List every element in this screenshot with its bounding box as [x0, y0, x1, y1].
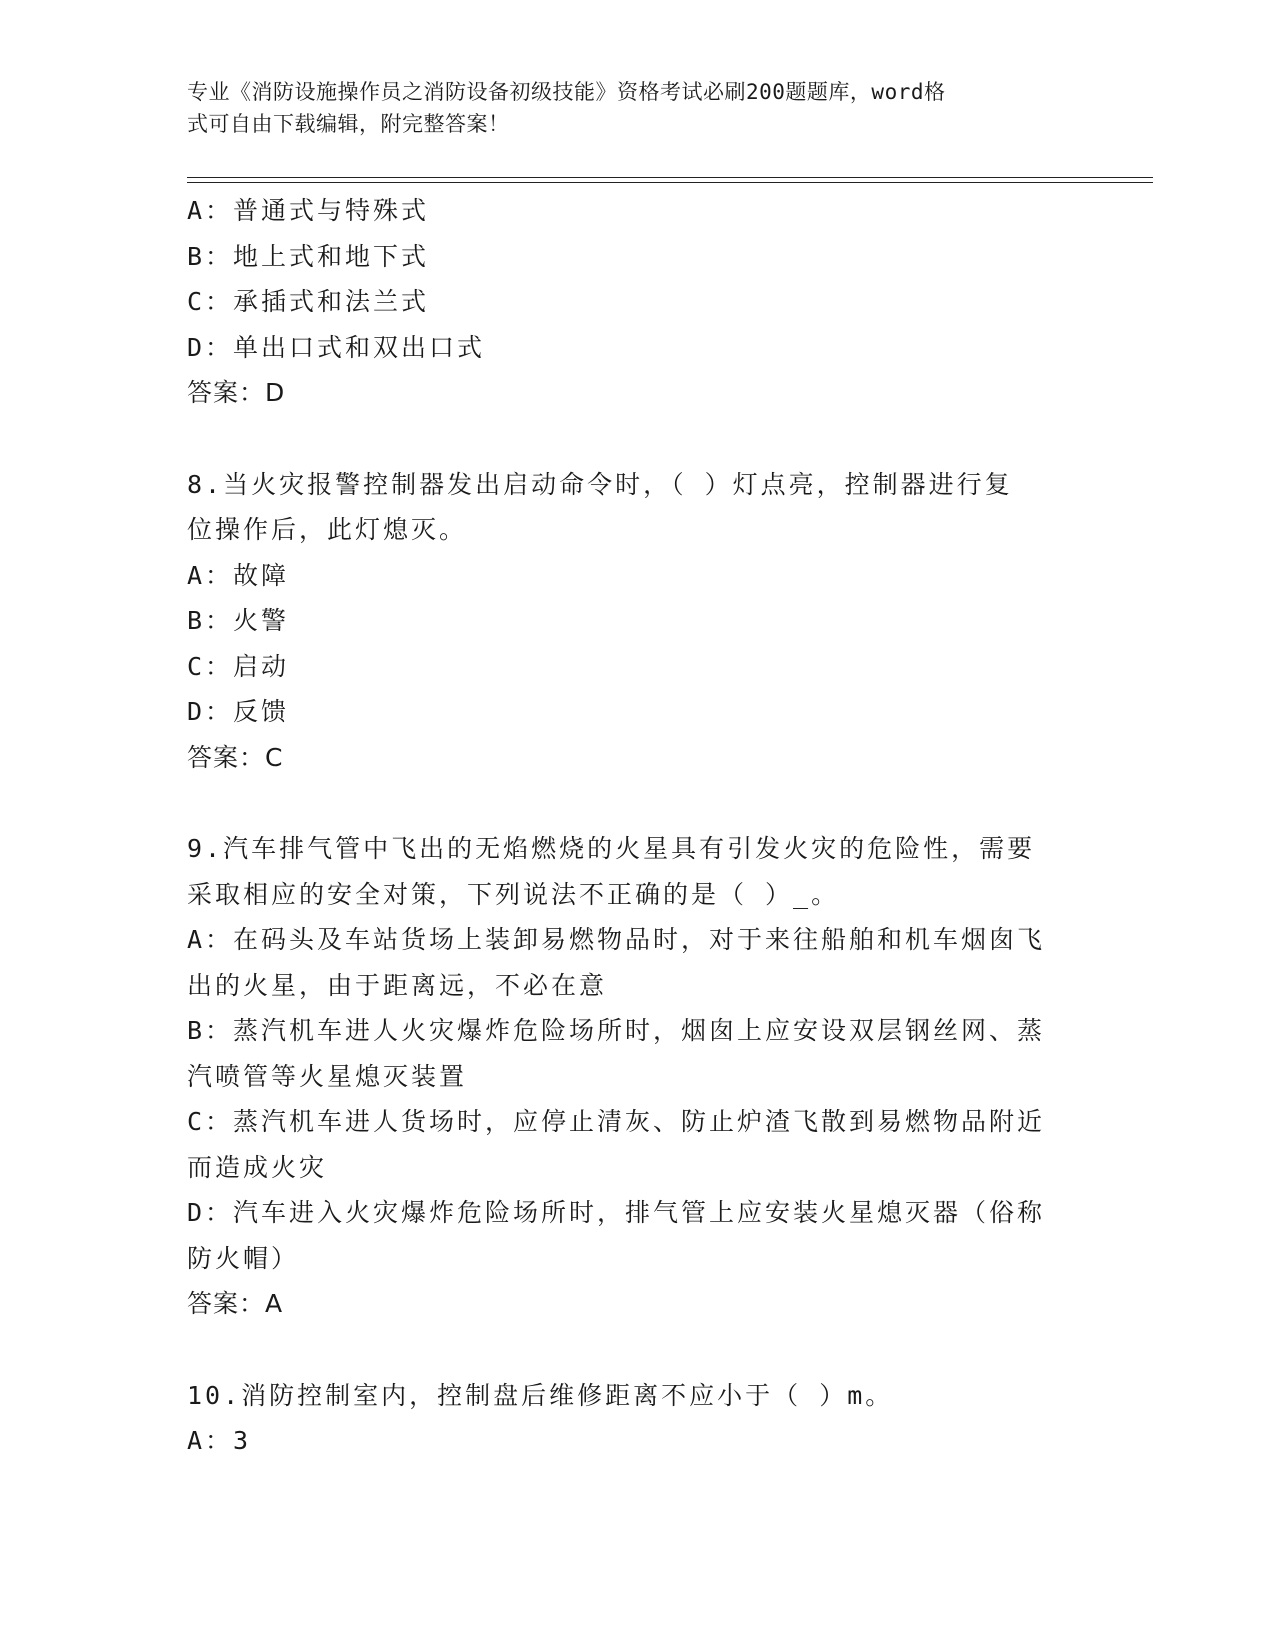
question-7: [187, 188, 1087, 416]
q9-option-b-line-1: B：蒸汽机车进人火灾爆炸危险场所时，烟囱上应安设双层钢丝网、蒸: [187, 1016, 1046, 1045]
spacer: [187, 780, 1087, 826]
q9-option-c-line-1: C：蒸汽机车进人货场时，应停止清灰、防止炉渣飞散到易燃物品附近: [187, 1107, 1046, 1136]
q9-option-b-line-2: 汽喷管等火星熄灭装置: [187, 1061, 468, 1091]
q8-option-c: C：启动: [187, 651, 290, 681]
spacer: [187, 1327, 1087, 1373]
q7-option-a: A：普通式与特殊式: [187, 196, 430, 225]
q10-stem-line-1: 10.消防控制室内，控制盘后维修距离不应小于（ ）m。: [187, 1380, 894, 1410]
header-line-1: 专业《消防设施操作员之消防设备初级技能》资格考试必刷200题题库，word格: [187, 80, 946, 104]
q7-option-c: C：承插式和法兰式: [187, 287, 430, 316]
header-divider-bottom: [187, 182, 1153, 183]
q9-option-d-line-2: 防火帽）: [187, 1243, 300, 1273]
question-8: [187, 462, 1087, 781]
q7-option-d: D：单出口式和双出口式: [187, 332, 486, 362]
q9-answer: 答案：A: [187, 1289, 284, 1318]
q9-option-a-line-2: 出的火星，由于距离远，不必在意: [187, 970, 608, 1000]
question-list: [187, 188, 1087, 1464]
q10-option-a: A：3: [187, 1426, 252, 1455]
question-9: [187, 826, 1087, 1327]
q9-option-c-line-2: 而造成火灾: [187, 1152, 328, 1182]
q8-option-b: B：火警: [187, 606, 290, 635]
header-divider-top: [187, 177, 1153, 178]
q8-option-a: A：故障: [187, 560, 290, 590]
spacer: [187, 416, 1087, 462]
header-line-2: 式可自由下载编辑，附完整答案！: [187, 112, 510, 136]
q9-option-a-line-1: A：在码头及车站货场上装卸易燃物品时，对于来往船舶和机车烟囱飞: [187, 925, 1046, 954]
q8-stem-line-2: 位操作后，此灯熄灭。: [187, 515, 468, 544]
q8-option-d: D：反馈: [187, 697, 290, 726]
q8-answer: 答案：C: [187, 742, 284, 772]
document-header: [187, 76, 1067, 140]
q7-answer: 答案：D: [187, 378, 286, 407]
q9-stem-line-1: 9.汽车排气管中飞出的无焰燃烧的火星具有引发火灾的危险性，需要: [187, 834, 1036, 863]
q9-stem-line-2: 采取相应的安全对策，下列说法不正确的是（ ）_。: [187, 879, 840, 909]
q7-option-b: B：地上式和地下式: [187, 241, 430, 271]
question-10: [187, 1373, 1087, 1464]
q9-option-d-line-1: D：汽车进入火灾爆炸危险场所时，排气管上应安装火星熄灭器（俗称: [187, 1198, 1046, 1227]
q8-stem-line-1: 8.当火灾报警控制器发出启动命令时，（ ）灯点亮，控制器进行复: [187, 469, 1013, 499]
